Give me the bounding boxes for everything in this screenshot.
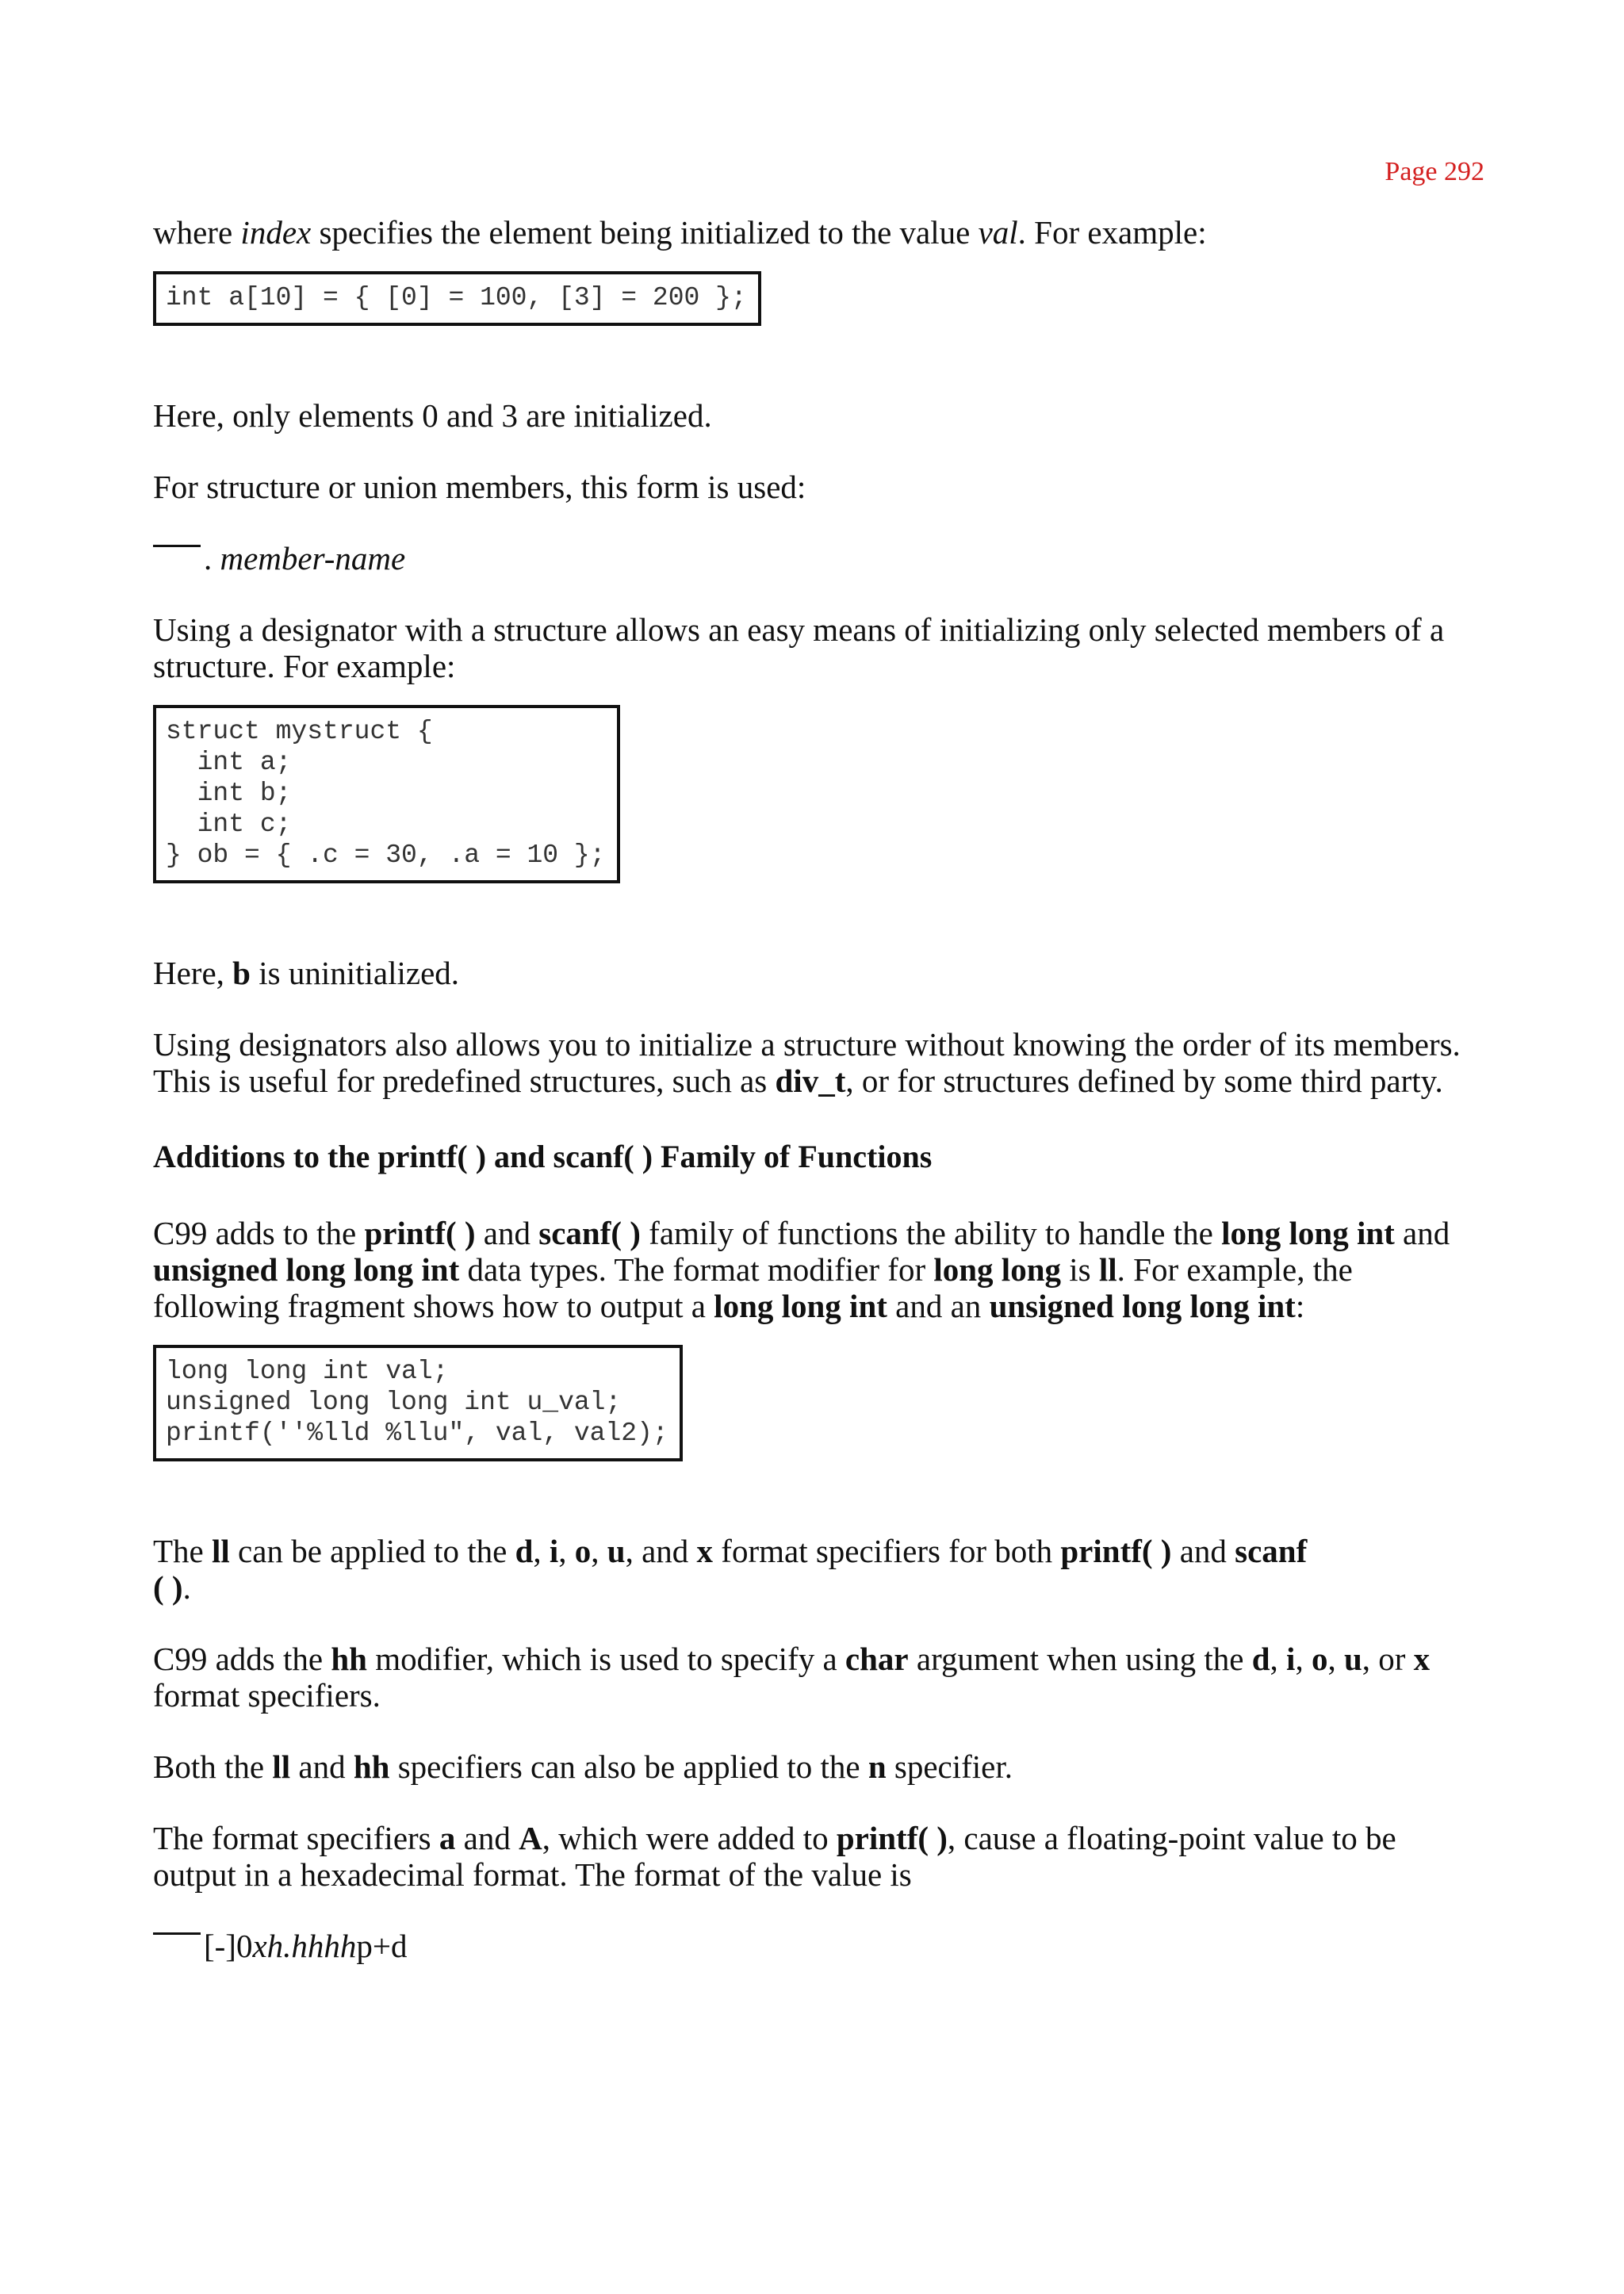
paragraph-hex-format: [153, 1820, 1485, 1893]
paragraph-b-uninitialized: [153, 955, 1485, 991]
text: ,: [1270, 1641, 1287, 1677]
term-long-long: long long: [933, 1251, 1061, 1288]
term-d: d: [1251, 1641, 1270, 1677]
paragraph-structure-form: For structure or union members, this form is used:: [153, 469, 806, 505]
section-heading: Additions to the printf( ) and scanf( ) Family of Functions: [153, 1139, 933, 1174]
text: Here,: [153, 955, 233, 991]
page-number: Page 292: [1385, 157, 1484, 186]
term-o: o: [1311, 1641, 1328, 1677]
term-index: index: [240, 214, 312, 251]
text: C99 adds to the: [153, 1215, 365, 1251]
term-i: i: [549, 1533, 559, 1569]
code-block-array-init: int a[10] = { [0] = 100, [3] = 200 };: [153, 271, 761, 326]
paragraph-designator-index: [153, 214, 1485, 251]
text: is uninitialized.: [250, 955, 460, 991]
text: , or for structures defined by some third party.: [845, 1063, 1443, 1099]
text: . For example, the following fragment shows how to output a: [153, 1251, 1353, 1324]
text: data types. The format modifier for: [459, 1251, 934, 1288]
text: . For example:: [1017, 214, 1207, 251]
term-long-long-int: long long int: [714, 1288, 887, 1324]
term-char: char: [845, 1641, 909, 1677]
term-printf: printf( ): [1060, 1533, 1172, 1569]
term-a: a: [439, 1820, 456, 1856]
code-block-printf: long long int val; unsigned long long int u_val; printf(''%lld %llu", val, val2);: [153, 1345, 683, 1461]
text: format specifiers.: [153, 1677, 381, 1714]
text: specifier.: [886, 1748, 1013, 1785]
term-scanf: scanf( ): [538, 1215, 641, 1251]
term-ll: ll: [1098, 1251, 1117, 1288]
term-u: u: [1343, 1641, 1362, 1677]
term-ll: ll: [212, 1533, 230, 1569]
text: :: [1295, 1288, 1305, 1324]
text: , and: [625, 1533, 697, 1569]
text: format specifiers for both: [713, 1533, 1061, 1569]
text: can be applied to the: [229, 1533, 515, 1569]
code-block-printf-wrap: [153, 1345, 1485, 1461]
term-x: x: [696, 1533, 714, 1569]
text: and: [1171, 1533, 1235, 1569]
paragraph-long-long: [153, 1215, 1485, 1324]
paragraph-elements-initialized: Here, only elements 0 and 3 are initialized.: [153, 397, 712, 434]
text: is: [1061, 1251, 1099, 1288]
term-div-t: div_t: [775, 1063, 846, 1099]
term-o: o: [574, 1533, 592, 1569]
text: specifiers can also be applied to the: [389, 1748, 868, 1785]
paragraph-designators-order: [153, 1026, 1485, 1099]
text: family of functions the ability to handle the: [640, 1215, 1222, 1251]
term-unsigned-long-long-int: unsigned long long int: [989, 1288, 1296, 1324]
text: and: [475, 1215, 539, 1251]
term-n: n: [868, 1748, 887, 1785]
term-u: u: [607, 1533, 626, 1569]
paragraph-hh-modifier: [153, 1641, 1485, 1714]
term-unsigned-long-long-int: unsigned long long int: [153, 1251, 460, 1288]
text: , or: [1362, 1641, 1414, 1677]
text: ,: [558, 1533, 575, 1569]
term-hh: hh: [331, 1641, 367, 1677]
text: specifies the element being initialized to the value: [311, 214, 979, 251]
term-scanf: scanf: [1235, 1533, 1308, 1569]
text: argument when using the: [908, 1641, 1252, 1677]
syntax-dot: .: [204, 540, 220, 576]
text: and an: [887, 1288, 990, 1324]
text: ,: [591, 1533, 607, 1569]
text: modifier, which is used to specify a: [366, 1641, 845, 1677]
text: The: [153, 1533, 212, 1569]
term-val: val: [978, 214, 1018, 251]
syntax-text: [-]0: [204, 1928, 253, 1964]
text: C99 adds the: [153, 1641, 331, 1677]
term-A: A: [519, 1820, 542, 1856]
syntax-term: xh.hhhh: [252, 1928, 357, 1964]
syntax-rule-line: [153, 1932, 201, 1935]
paragraph-ll-specifiers: [153, 1533, 1485, 1606]
term-i: i: [1286, 1641, 1296, 1677]
term-b: b: [232, 955, 251, 991]
code-block-array-init-wrap: [153, 271, 1485, 326]
term-ll: ll: [272, 1748, 291, 1785]
page-content: [153, 214, 1485, 1964]
syntax-rule-line: [153, 545, 201, 547]
text: , which were added to: [542, 1820, 837, 1856]
text: Both the: [153, 1748, 273, 1785]
text: where: [153, 214, 241, 251]
text: The format specifiers: [153, 1820, 439, 1856]
text: and: [290, 1748, 354, 1785]
syntax-member-name: [153, 540, 1485, 576]
text: ,: [1295, 1641, 1312, 1677]
code-block-struct: struct mystruct { int a; int b; int c; } ob = { .c = 30, .a = 10 };: [153, 705, 620, 883]
term-printf: printf( ): [364, 1215, 476, 1251]
code-block-struct-wrap: [153, 705, 1485, 883]
term-d: d: [515, 1533, 534, 1569]
paragraph-n-specifier: [153, 1748, 1485, 1785]
term-long-long-int: long long int: [1221, 1215, 1395, 1251]
text: and: [455, 1820, 519, 1856]
syntax-text: p+d: [356, 1928, 408, 1964]
term-parens: ( ): [153, 1569, 183, 1606]
text: ,: [533, 1533, 550, 1569]
term-x: x: [1413, 1641, 1431, 1677]
text: , cause a floating-point value to be output in a hexadecimal format. The format of the value is: [153, 1820, 1396, 1893]
syntax-hex-format: [153, 1928, 1485, 1964]
text: and: [1394, 1215, 1450, 1251]
syntax-term: member-name: [220, 540, 406, 576]
term-hh: hh: [353, 1748, 390, 1785]
text: Using designators also allows you to initialize a structure without knowing the order of its members. This is useful for predefined structures, such as: [153, 1026, 1461, 1099]
text: .: [182, 1569, 191, 1606]
paragraph-designator-structure: Using a designator with a structure allows an easy means of initializing only selected members of a structure. For example:: [153, 611, 1445, 684]
text: ,: [1327, 1641, 1344, 1677]
term-printf: printf( ): [836, 1820, 948, 1856]
